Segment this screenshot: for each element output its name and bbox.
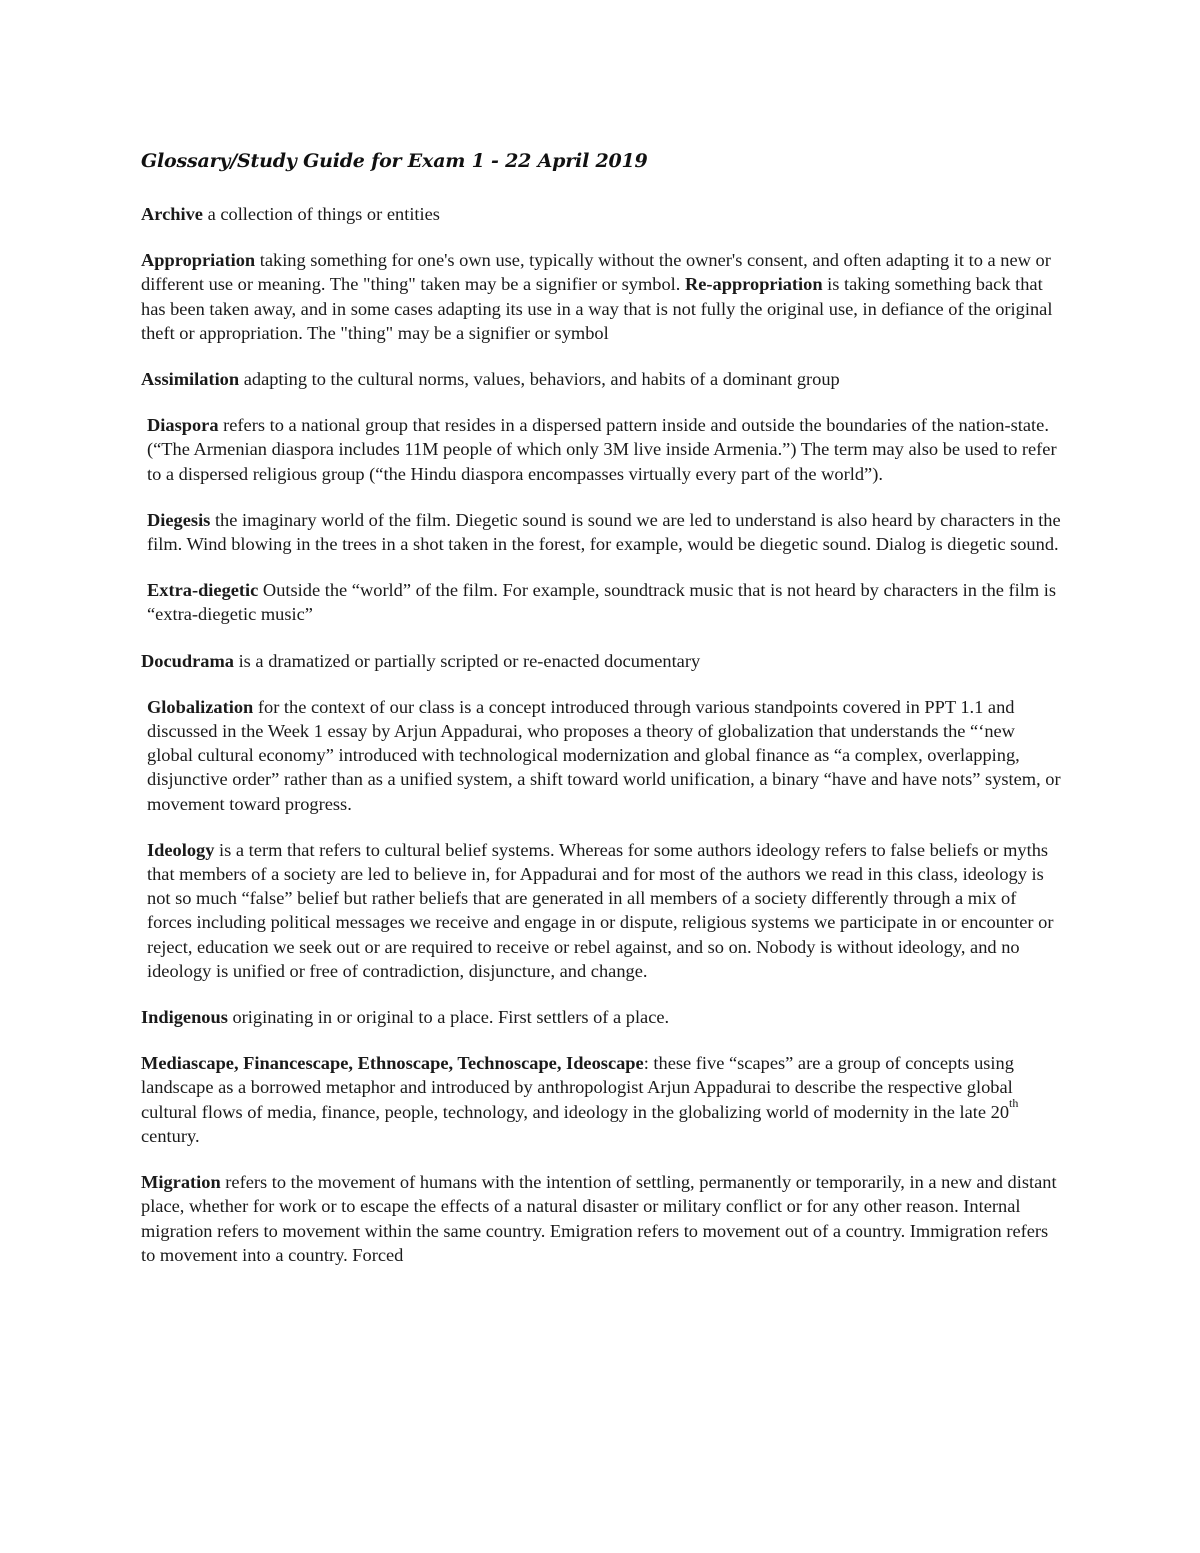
glossary-entry-ideology <box>141 838 1061 983</box>
glossary-definition: a collection of things or entities <box>202 204 440 224</box>
glossary-definition: for the context of our class is a concept introduced through various standpoints covered in PPT 1.1 and discussed in the Week 1 essay by Arjun Appadurai, who proposes a theory of globalization that understands the “‘new global cultural economy” introduced with technological modernization and global finance as “a complex, overlapping, disjunctive order” rather than as a unified system, a shift toward world unification, a binary “have and have nots” system, or movement toward progress. <box>147 696 1061 814</box>
glossary-term-secondary: Re-appropriation <box>684 274 823 295</box>
glossary-entry-scapes <box>141 1051 1061 1148</box>
glossary-definition: taking something for one's own use, typically without the owner's consent, and often adapting it to a new or different use or meaning. The "thing" taken may be a signifier or symbol. <box>141 250 1051 295</box>
glossary-term: Migration <box>141 1172 221 1193</box>
glossary-entry-appropriation <box>141 248 1061 345</box>
glossary-definition: refers to a national group that resides in a dispersed pattern inside and outside the boundaries of the nation-state. (“The Armenian diaspora includes 11M people of which only 3M live inside Armenia.”) The term may also be used to refer to a dispersed religious group (“the Hindu diaspora encompasses virtually every part of the world”). <box>147 415 1057 484</box>
glossary-definition: originating in or original to a place. First settlers of a place. <box>227 1007 670 1028</box>
glossary-term: Docudrama <box>141 650 234 671</box>
glossary-entry-globalization <box>141 695 1061 816</box>
glossary-entry-assimilation <box>141 367 1061 391</box>
glossary-definition: Outside the “world” of the film. For example, soundtrack music that is not heard by characters in the film is “extra-diegetic music” <box>147 580 1057 625</box>
glossary-term: Globalization <box>147 696 254 717</box>
glossary-term: Ideology <box>147 839 215 860</box>
glossary-definition: : these five “scapes” are a group of concepts using landscape as a borrowed metaphor and introduced by anthropologist Arjun Appadurai to describe the respective global cultural flows of media, finance, people, technology, and ideology in the globalizing world of modernity in the late 20 <box>141 1053 1014 1122</box>
glossary-term: Diaspora <box>147 415 219 436</box>
glossary-definition: is a dramatized or partially scripted or re-enacted documentary <box>233 650 701 671</box>
glossary-definition: is a term that refers to cultural belief systems. Whereas for some authors ideology refers to false beliefs or myths that members of a society are led to believe in, for Appadurai and for most of the authors we read in this class, ideology is not so much “false” belief but rather beliefs that are generated in all members of a society differently through a mix of forces including political messages we receive and engage in or dispute, religious systems we participate in or encounter or reject, education we seek out or are required to receive or rebel against, and so on. Nobody is without ideology, and no ideology is unified or free of contradiction, disjuncture, and change. <box>147 839 1054 981</box>
glossary-term: Mediascape, Financescape, Ethnoscape, Technoscape, Ideoscape <box>141 1053 644 1074</box>
glossary-entry-indigenous <box>141 1005 1061 1029</box>
glossary-entry-archive <box>141 202 1061 226</box>
glossary-definition-secondary: is taking something back that has been taken away, and in some cases adapting its use in a way that is not fully the original use, in defiance of the original theft or appropriation. The "thing" may be a signifier or symbol <box>141 274 1053 343</box>
glossary-entry-docudrama <box>141 649 1061 673</box>
superscript-ordinal: th <box>1009 1095 1019 1110</box>
glossary-term: Indigenous <box>141 1007 228 1028</box>
glossary-entry-migration <box>141 1170 1061 1267</box>
glossary-list <box>141 202 1061 1289</box>
glossary-term: Diegesis <box>147 509 211 530</box>
glossary-term: Extra-diegetic <box>147 580 259 601</box>
document-title: Glossary/Study Guide for Exam 1 - 22 April 2019 <box>141 150 648 172</box>
glossary-entry-extra-diegetic <box>141 578 1061 626</box>
glossary-definition: the imaginary world of the film. Diegetic sound is sound we are led to understand is also heard by characters in the film. Wind blowing in the trees in a shot taken in the forest, for example, would be diegetic sound. Dialog is diegetic sound. <box>147 509 1061 555</box>
glossary-definition: refers to the movement of humans with the intention of settling, permanently or temporarily, in a new and distant place, whether for work or to escape the effects of a natural disaster or military conflict or for any other reason. Internal migration refers to movement within the same country. Emigration refers to movement out of a country. Immigration refers to movement into a country. Forced <box>141 1172 1057 1265</box>
glossary-definition: adapting to the cultural norms, values, behaviors, and habits of a dominant group <box>239 369 840 390</box>
glossary-term: Archive <box>141 204 203 224</box>
glossary-entry-diaspora <box>141 413 1061 486</box>
glossary-definition-end: century. <box>141 1125 200 1146</box>
glossary-entry-diegesis <box>141 508 1061 556</box>
glossary-term: Assimilation <box>141 369 240 390</box>
glossary-term: Appropriation <box>141 250 256 271</box>
